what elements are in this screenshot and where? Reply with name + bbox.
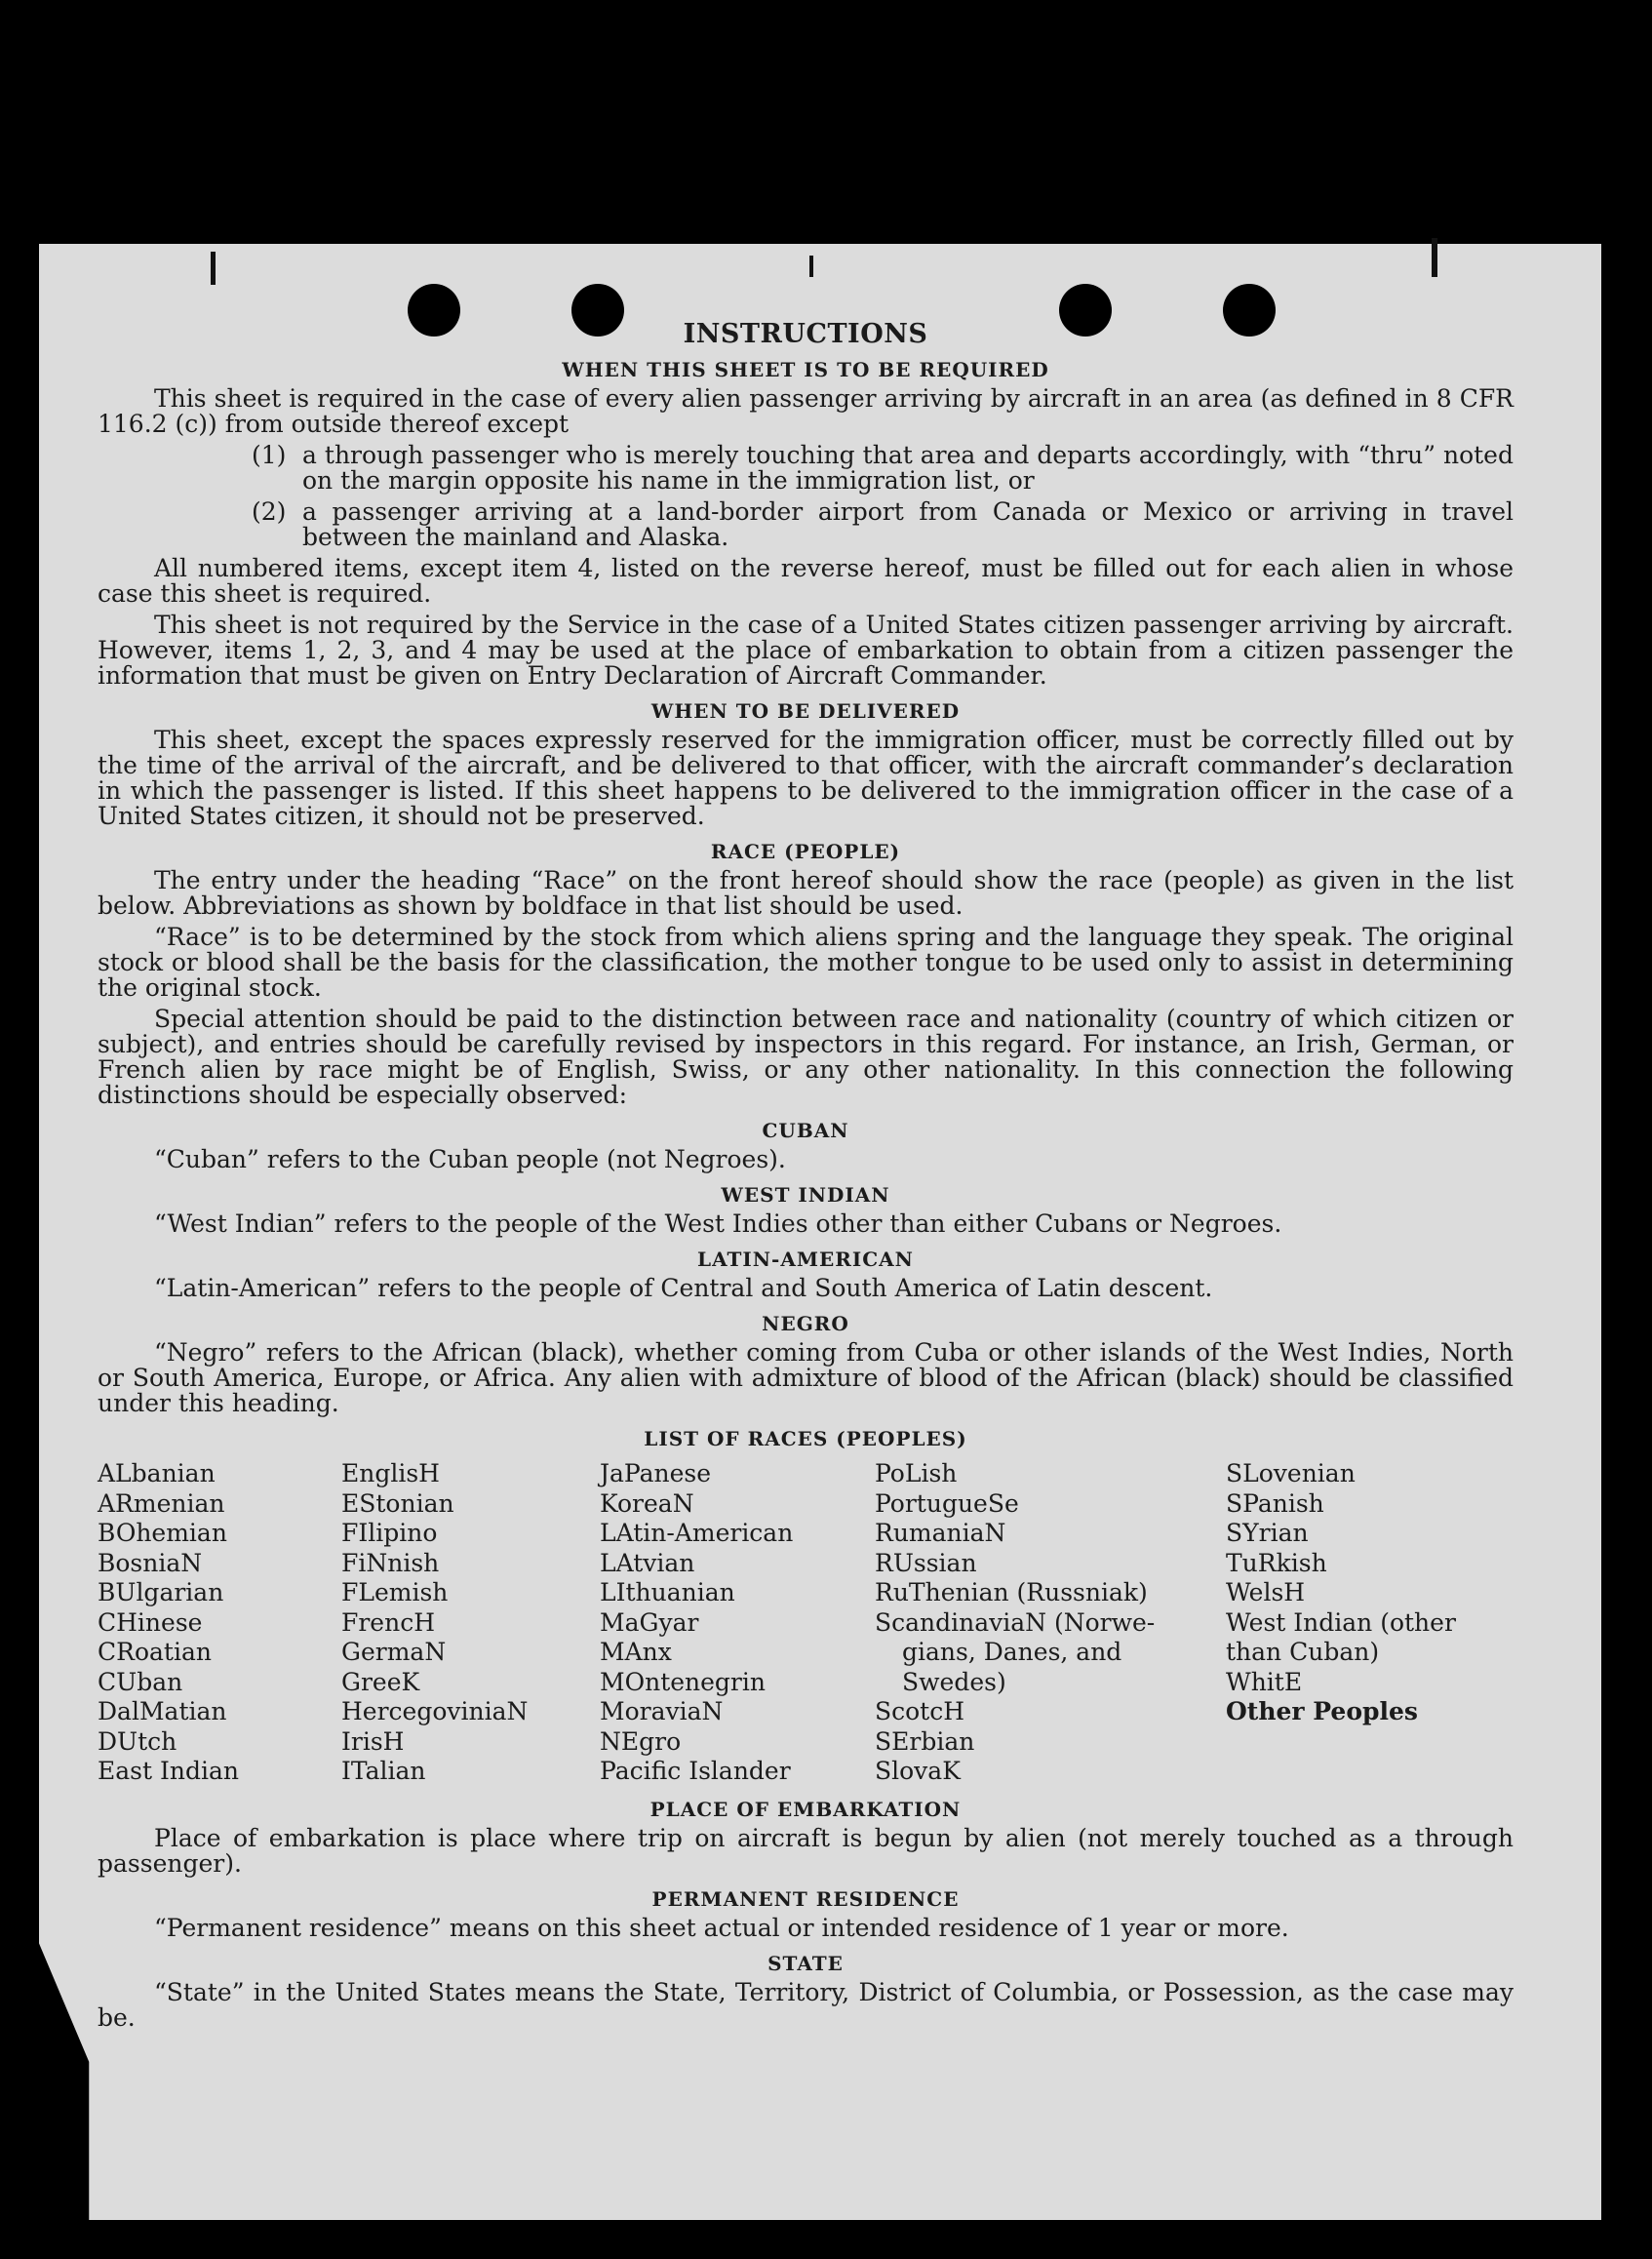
race-entry: RUssian — [875, 1548, 977, 1577]
paragraph: This sheet is required in the case of every alien passenger arriving by aircraft in an area (as defined in 8 CFR 116.2 (c)) from outside thereof except — [98, 384, 1514, 438]
race-entry: GermaN — [341, 1638, 447, 1666]
item-text: a through passenger who is merely touching that area and departs accordingly, with “thru” noted on the margin opposite his name in the immigration list, or — [302, 441, 1514, 495]
paragraph: “State” in the United States means the State, Territory, District of Columbia, or Possession, as the case may be. — [98, 1977, 1514, 2032]
race-entry: NEgro — [600, 1726, 682, 1756]
race-entry: GreeK — [341, 1667, 420, 1696]
race-entry: IrisH — [341, 1726, 405, 1756]
race-entry: SlovaK — [875, 1757, 961, 1785]
race-entry: ALbanian — [98, 1459, 216, 1487]
race-entry: BOhemian — [98, 1519, 227, 1547]
race-entry: gians, Danes, and — [902, 1638, 1122, 1666]
race-entry: WelsH — [1226, 1578, 1306, 1606]
race-entry: BUlgarian — [98, 1578, 224, 1606]
paragraph: “Cuban” refers to the Cuban people (not Negroes). — [154, 1145, 786, 1173]
race-entry: MOntenegrin — [600, 1667, 766, 1696]
race-column — [98, 1459, 341, 1787]
paragraph: All numbered items, except item 4, listed on the reverse hereof, must be filled out for each alien in whose case this sheet is required. — [98, 554, 1514, 608]
race-entry: FiNnish — [341, 1548, 440, 1577]
race-entry: TuRkish — [1226, 1548, 1327, 1577]
section-heading: WHEN THIS SHEET IS TO BE REQUIRED — [562, 358, 1049, 381]
paragraph: Place of embarkation is place where trip on aircraft is begun by alien (not merely touched as a through passenger). — [98, 1823, 1514, 1878]
race-entry: ARmenian — [98, 1488, 225, 1518]
race-entry: SErbian — [875, 1726, 975, 1756]
race-entry: LIthuanian — [600, 1578, 735, 1606]
race-entry: FIlipino — [341, 1519, 438, 1547]
race-entry: SPanish — [1226, 1488, 1324, 1518]
race-entry: KoreaN — [600, 1488, 694, 1518]
race-entry: DalMatian — [98, 1697, 227, 1725]
section-heading: WHEN TO BE DELIVERED — [650, 699, 961, 723]
race-entry: PortugueSe — [875, 1488, 1019, 1518]
race-entry: PoLish — [875, 1459, 958, 1487]
section-heading: NEGRO — [762, 1312, 849, 1335]
race-column — [600, 1459, 875, 1787]
race-list — [98, 1459, 1514, 1787]
paragraph: “Negro” refers to the African (black), whether coming from Cuba or other islands of the West Indies, North or South America, Europe, or Africa. Any alien with admixture of blood of the African (black) should be classified under this heading. — [98, 1338, 1514, 1417]
paragraph: This sheet, except the spaces expressly reserved for the immigration officer, must be correctly filled out by the time of the arrival of the aircraft, and be delivered to that officer, with the aircraft commander’s declaration in which the passenger is listed. If this sheet happens to be delivered to the immigration officer in the case of a United States citizen, it should not be preserved. — [98, 726, 1514, 830]
section-heading: LATIN-AMERICAN — [697, 1248, 914, 1271]
exception-item — [98, 443, 1514, 494]
race-entry: ScotcH — [875, 1697, 965, 1725]
paragraph: “Latin-American” refers to the people of Central and South America of Latin descent. — [154, 1274, 1213, 1302]
race-entry: HercegoviniaN — [341, 1697, 529, 1725]
race-entry: CUban — [98, 1667, 183, 1696]
race-column — [341, 1459, 600, 1787]
ink-mark — [1432, 238, 1437, 277]
race-entry: East Indian — [98, 1757, 239, 1785]
race-entry: MoraviaN — [600, 1697, 724, 1725]
page-title: INSTRUCTIONS — [683, 319, 928, 349]
ink-mark — [809, 256, 813, 277]
item-number: (1) — [252, 441, 287, 469]
exception-item — [98, 499, 1514, 550]
section-heading: PLACE OF EMBARKATION — [649, 1797, 962, 1821]
instructions-content — [98, 319, 1514, 2037]
section-heading: PERMANENT RESIDENCE — [651, 1886, 960, 1911]
race-column — [1226, 1459, 1514, 1787]
section-heading: STATE — [767, 1951, 844, 1975]
paragraph: Special attention should be paid to the distinction between race and nationality (country of which citizen or subject), and entries should be carefully revised by inspectors in this regard. For instance, an Irish, German, or French alien by race might be of English, Swiss, or any other nationality. In this connection the following distinctions should be especially observed: — [98, 1005, 1514, 1109]
section-heading: CUBAN — [762, 1119, 849, 1142]
race-entry: JaPanese — [600, 1459, 712, 1487]
race-entry: than Cuban) — [1226, 1638, 1380, 1666]
item-number: (2) — [252, 497, 287, 526]
race-entry: EnglisH — [341, 1459, 440, 1487]
race-entry: ScandinaviaN (Norwe- — [875, 1607, 1156, 1637]
ink-mark — [211, 252, 216, 285]
section-heading: WEST INDIAN — [721, 1183, 890, 1207]
race-entry: FrencH — [341, 1607, 435, 1637]
race-entry: EStonian — [341, 1488, 454, 1518]
paragraph: “Race” is to be determined by the stock from which aliens spring and the language they speak. The original stock or blood shall be the basis for the classification, the mother tongue to be used only to assist in determining the original stock. — [98, 923, 1514, 1002]
race-entry: RuThenian (Russniak) — [875, 1578, 1148, 1606]
section-heading: LIST OF RACES (PEOPLES) — [644, 1427, 967, 1450]
race-entry: FLemish — [341, 1578, 449, 1606]
race-entry: MAnx — [600, 1638, 672, 1666]
race-entry: Swedes) — [902, 1667, 1006, 1696]
race-entry: ITalian — [341, 1757, 426, 1785]
race-entry: BosniaN — [98, 1548, 203, 1577]
race-entry: WhitE — [1226, 1667, 1303, 1696]
race-entry: Pacific Islander — [600, 1757, 791, 1785]
race-entry: LAtvian — [600, 1548, 695, 1577]
race-entry: MaGyar — [600, 1607, 699, 1637]
race-entry: SLovenian — [1226, 1459, 1356, 1487]
paragraph: “Permanent residence” means on this sheet actual or intended residence of 1 year or more. — [154, 1913, 1289, 1942]
race-entry: SYrian — [1226, 1519, 1309, 1547]
race-entry: Other Peoples — [1226, 1697, 1418, 1725]
item-text: a passenger arriving at a land-border airport from Canada or Mexico or arriving in travel between the mainland and Alaska. — [302, 497, 1514, 551]
race-column — [875, 1459, 1226, 1787]
race-entry: CRoatian — [98, 1638, 212, 1666]
race-entry: RumaniaN — [875, 1519, 1006, 1547]
section-heading: RACE (PEOPLE) — [710, 840, 901, 863]
race-entry: DUtch — [98, 1726, 177, 1756]
paragraph: “West Indian” refers to the people of the West Indies other than either Cubans or Negroes. — [154, 1209, 1282, 1238]
race-entry: CHinese — [98, 1607, 203, 1637]
paragraph: The entry under the heading “Race” on the front hereof should show the race (people) as given in the list below. Abbreviations as shown by boldface in that list should be used. — [98, 866, 1514, 920]
race-entry: West Indian (other — [1226, 1607, 1456, 1637]
paragraph: This sheet is not required by the Service in the case of a United States citizen passenger arriving by aircraft. However, items 1, 2, 3, and 4 may be used at the place of embarkation to obtain from a citizen passenger the information that must be given on Entry Declaration of Aircraft Commander. — [98, 611, 1514, 690]
race-entry: LAtin-American — [600, 1519, 794, 1547]
